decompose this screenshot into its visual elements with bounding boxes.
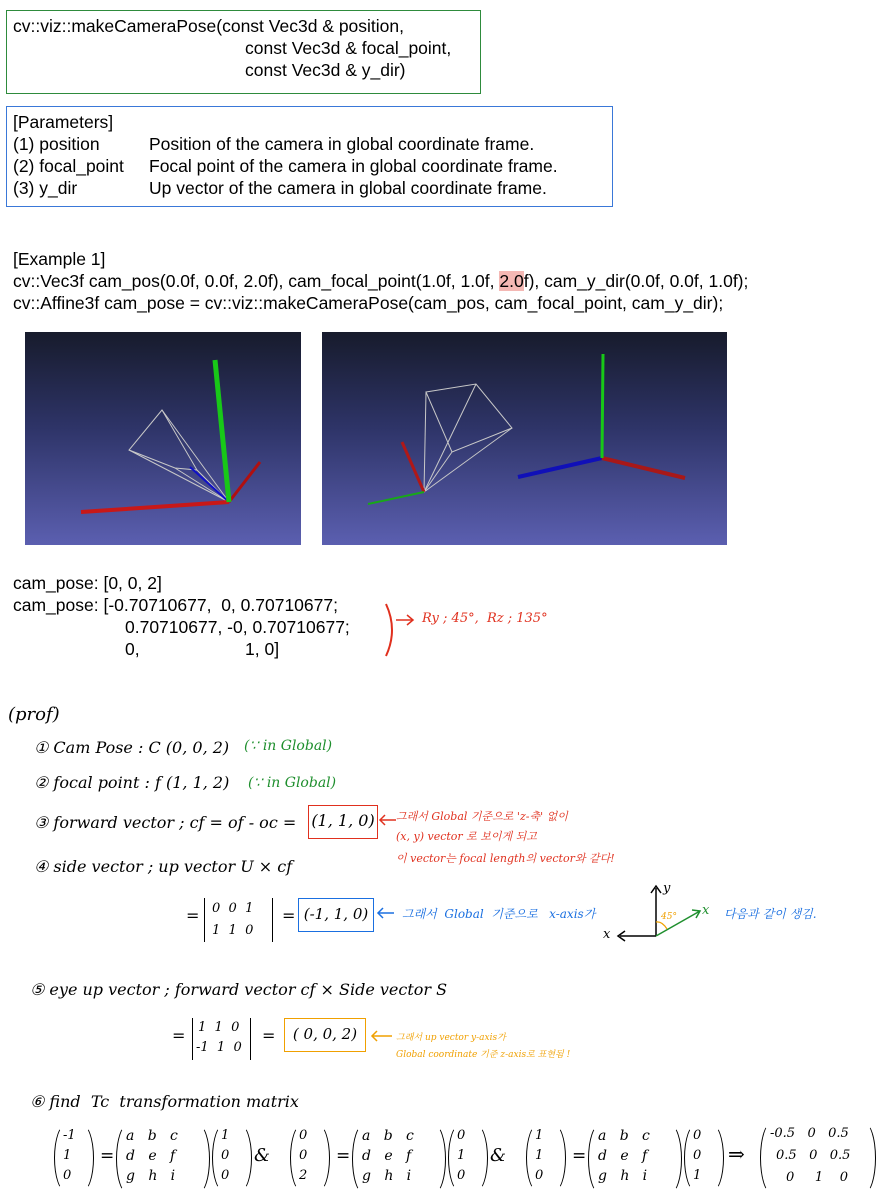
and-sign: &: [254, 1145, 271, 1166]
vector-entry: 0: [457, 1168, 466, 1183]
matrix-row: d e f: [598, 1148, 648, 1164]
proof-step-2-note: (∵ in Global): [248, 775, 337, 791]
rotation-note: Ry ; 45°, Rz ; 135°: [422, 611, 548, 626]
equals-sign: =: [100, 1146, 115, 1166]
implies-arrow: ⇒: [728, 1142, 745, 1166]
code-post: f), cam_y_dir(0.0f, 0.0f, 1.0f);: [523, 271, 749, 291]
matrix-row: d e f: [362, 1148, 412, 1164]
parameter-desc: Focal point of the camera in global coordinate frame.: [149, 156, 558, 176]
result-row: 0.5 0 0.5: [776, 1148, 851, 1163]
side-vector-note: 그래서 Global 기준으로 x-axis가: [402, 907, 596, 921]
proof-step-1-note: (∵ in Global): [244, 738, 333, 754]
vector-entry: 0: [63, 1168, 72, 1183]
pose-cell: 0,: [125, 639, 140, 659]
parameter-row: [13, 155, 606, 177]
function-signature-box: [6, 10, 481, 94]
determinant-row: 1 1 0: [212, 923, 254, 938]
vector-entry: 0: [221, 1168, 230, 1183]
matrix-row: g h i: [126, 1168, 176, 1184]
vector-entry: 1: [535, 1148, 544, 1163]
proof-step-6: ⑥ find Tc transformation matrix: [30, 1092, 299, 1111]
eye-up-vector-result: ( 0, 0, 2): [284, 1018, 366, 1052]
vector-entry: 0: [457, 1128, 466, 1143]
vector-entry: 1: [457, 1148, 466, 1163]
arrow-left-icon: [370, 1030, 394, 1042]
matrix-row: a b c: [362, 1128, 414, 1144]
vector-entry: 0: [299, 1148, 308, 1163]
signature-line-2: const Vec3d & focal_point,: [245, 38, 452, 58]
vector-entry: 0: [535, 1168, 544, 1183]
equals-sign: =: [336, 1146, 351, 1166]
pose-output-line-1: cam_pose: [0, 0, 2]: [13, 573, 162, 593]
forward-note-3: 이 vector는 focal length의 vector와 같다!: [396, 852, 615, 865]
viz-screenshot-1: [25, 332, 301, 545]
axis-y-label: y: [663, 881, 671, 896]
highlighted-value: 2.0: [499, 271, 524, 291]
parameter-name: (2) focal_point: [13, 156, 124, 176]
axis-x-rotated-label: x: [702, 903, 710, 918]
matrix-row: a b c: [126, 1128, 178, 1144]
arrow-left-icon: [378, 814, 398, 826]
eye-up-note-2: Global coordinate 기준 z-axis로 표현됨 !: [396, 1050, 571, 1060]
parameter-name: (1) position: [13, 134, 100, 154]
right-paren: [700, 1124, 724, 1192]
forward-note-2: (x, y) vector 로 보이게 되고: [396, 830, 537, 843]
right-paren: [658, 1124, 682, 1194]
matrix-row: d e f: [126, 1148, 176, 1164]
right-paren: [464, 1124, 488, 1192]
vector-entry: 0: [693, 1148, 702, 1163]
determinant-bar: [204, 898, 205, 942]
determinant-bar: [272, 898, 273, 942]
equals-sign: =: [572, 1146, 587, 1166]
axis-sketch-note: 다음과 같이 생김.: [724, 907, 817, 921]
vector-entry: 0: [299, 1128, 308, 1143]
right-paren: [852, 1122, 876, 1194]
signature-line-3: const Vec3d & y_dir): [245, 60, 406, 80]
vector-entry: 0: [221, 1148, 230, 1163]
example-code-line-1: [13, 270, 748, 292]
equals-sign: =: [172, 1026, 186, 1045]
result-row: -0.5 0 0.5: [770, 1126, 849, 1141]
parameters-box: [6, 106, 613, 207]
equals-sign: =: [186, 906, 200, 925]
example-code-line-2: cv::Affine3f cam_pose = cv::viz::makeCameraPose(cam_pos, cam_focal_point, cam_y_dir);: [13, 293, 724, 313]
matrix-row: g h i: [362, 1168, 412, 1184]
camera-axes-render-2: [322, 332, 727, 545]
pose-cell: 1, 0]: [245, 639, 280, 659]
proof-step-5: ⑤ eye up vector ; forward vector cf × Side vector S: [30, 980, 448, 999]
forward-note-1: 그래서 Global 기준으로 'z-축' 없이: [396, 810, 568, 823]
example-block: [13, 248, 748, 314]
parameter-row: [13, 177, 606, 199]
pose-output: [13, 572, 350, 660]
right-paren: [306, 1124, 330, 1192]
determinant-row: -1 1 0: [196, 1040, 242, 1055]
signature-line-1: cv::viz::makeCameraPose(const Vec3d & position,: [13, 16, 405, 36]
vector-entry: 1: [693, 1168, 702, 1183]
proof-step-4: ④ side vector ; up vector U × cf: [34, 857, 293, 876]
right-paren: [228, 1124, 252, 1192]
proof-title: (prof): [8, 704, 60, 725]
vector-entry: 0: [693, 1128, 702, 1143]
pose-output-line-4: [13, 638, 350, 660]
result-row: 0 1 0: [786, 1170, 849, 1185]
parameters-header: [Parameters]: [13, 112, 114, 132]
equals-sign: =: [262, 1026, 276, 1045]
vector-entry: 1: [221, 1128, 230, 1143]
equals-sign: =: [282, 906, 296, 925]
parameter-row: [13, 133, 606, 155]
matrix-row: a b c: [598, 1128, 650, 1144]
vector-entry: 1: [535, 1128, 544, 1143]
rotation-brace: [380, 600, 420, 660]
parameter-desc: Up vector of the camera in global coordinate frame.: [149, 178, 547, 198]
pose-output-line-2: cam_pose: [-0.70710677, 0, 0.70710677;: [13, 595, 338, 615]
parameter-name: (3) y_dir: [13, 178, 78, 198]
forward-vector-result: (1, 1, 0): [308, 805, 378, 839]
viz-screenshot-2: [322, 332, 727, 545]
proof-step-3: ③ forward vector ; cf = of - oc =: [34, 813, 297, 832]
vector-entry: 1: [63, 1148, 72, 1163]
camera-axes-render-1: [25, 332, 301, 545]
axis-x-label: x: [603, 927, 611, 942]
right-paren: [542, 1124, 566, 1192]
determinant-bar: [250, 1018, 251, 1060]
code-pre: cv::Vec3f cam_pos(0.0f, 0.0f, 2.0f), cam_focal_point(1.0f, 1.0f,: [13, 271, 500, 291]
right-paren: [186, 1124, 210, 1194]
vector-entry: 2: [299, 1168, 308, 1183]
right-paren: [70, 1124, 94, 1192]
side-vector-result: (-1, 1, 0): [298, 898, 374, 932]
arrow-left-icon: [376, 907, 396, 919]
vector-entry: -1: [63, 1128, 76, 1143]
and-sign: &: [490, 1145, 507, 1166]
determinant-row: 0 0 1: [212, 901, 254, 916]
right-paren: [422, 1124, 446, 1194]
parameter-desc: Position of the camera in global coordinate frame.: [149, 134, 535, 154]
axis-sketch: [596, 880, 716, 944]
determinant-bar: [192, 1018, 193, 1060]
determinant-row: 1 1 0: [198, 1020, 240, 1035]
pose-output-line-3: 0.70710677, -0, 0.70710677;: [125, 617, 350, 637]
example-header: [Example 1]: [13, 249, 106, 269]
matrix-row: g h i: [598, 1168, 648, 1184]
eye-up-note-1: 그래서 up vector y-axis가: [396, 1033, 506, 1043]
proof-step-1: ① Cam Pose : C (0, 0, 2): [34, 738, 230, 757]
proof-step-2: ② focal point : f (1, 1, 2): [34, 773, 230, 792]
angle-label: 45°: [661, 912, 677, 922]
